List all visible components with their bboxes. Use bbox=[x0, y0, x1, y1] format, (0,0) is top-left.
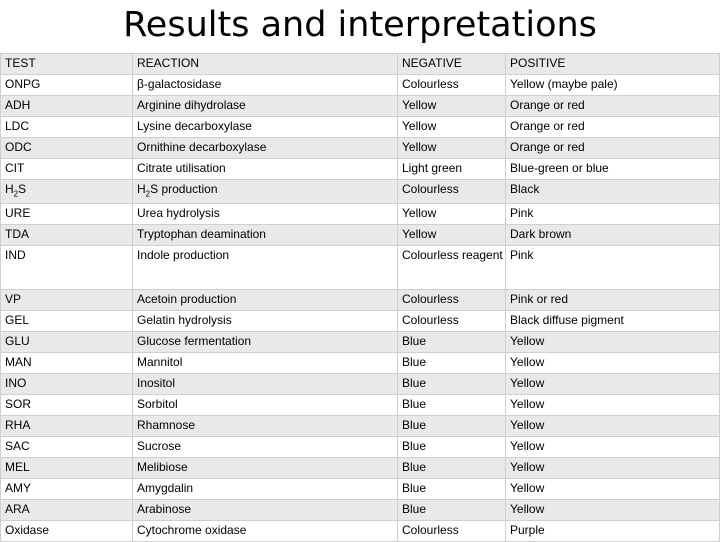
cell-negative: Yellow bbox=[398, 138, 506, 159]
cell-negative: Blue bbox=[398, 353, 506, 374]
cell-negative: Colourless bbox=[398, 521, 506, 542]
cell-reaction: Amygdalin bbox=[133, 479, 398, 500]
cell-test: Oxidase bbox=[1, 521, 133, 542]
cell-negative: Yellow bbox=[398, 96, 506, 117]
table-row bbox=[1, 138, 720, 159]
cell-positive: Purple bbox=[506, 521, 720, 542]
table-row bbox=[1, 416, 720, 437]
header-negative: NEGATIVE bbox=[398, 54, 506, 75]
cell-reaction: Acetoin production bbox=[133, 290, 398, 311]
cell-negative: Colourless bbox=[398, 290, 506, 311]
cell-test: CIT bbox=[1, 159, 133, 180]
table-row bbox=[1, 117, 720, 138]
table-row bbox=[1, 204, 720, 225]
cell-positive: Pink bbox=[506, 246, 720, 290]
table-row bbox=[1, 479, 720, 500]
cell-reaction: Sucrose bbox=[133, 437, 398, 458]
cell-negative: Yellow bbox=[398, 117, 506, 138]
cell-negative: Yellow bbox=[398, 204, 506, 225]
cell-negative: Blue bbox=[398, 416, 506, 437]
cell-reaction: Arabinose bbox=[133, 500, 398, 521]
cell-test: ONPG bbox=[1, 75, 133, 96]
table-row bbox=[1, 159, 720, 180]
cell-test: ODC bbox=[1, 138, 133, 159]
table-row bbox=[1, 437, 720, 458]
cell-negative: Yellow bbox=[398, 225, 506, 246]
cell-reaction: $H_2S$ production bbox=[133, 180, 398, 204]
cell-test: LDC bbox=[1, 117, 133, 138]
table-row bbox=[1, 290, 720, 311]
table-row bbox=[1, 75, 720, 96]
cell-positive: Black bbox=[506, 180, 720, 204]
cell-negative: Blue bbox=[398, 437, 506, 458]
cell-positive: Blue-green or blue bbox=[506, 159, 720, 180]
table-row bbox=[1, 458, 720, 479]
cell-reaction: Arginine dihydrolase bbox=[133, 96, 398, 117]
results-table bbox=[0, 53, 720, 542]
cell-reaction: Sorbitol bbox=[133, 395, 398, 416]
cell-positive: Yellow bbox=[506, 395, 720, 416]
table-row bbox=[1, 521, 720, 542]
cell-test: GLU bbox=[1, 332, 133, 353]
cell-reaction: Citrate utilisation bbox=[133, 159, 398, 180]
cell-negative: Blue bbox=[398, 395, 506, 416]
cell-positive: Pink bbox=[506, 204, 720, 225]
cell-negative: Colourless bbox=[398, 311, 506, 332]
cell-reaction: Inositol bbox=[133, 374, 398, 395]
header-row bbox=[1, 54, 720, 75]
cell-test: MAN bbox=[1, 353, 133, 374]
cell-reaction: Glucose fermentation bbox=[133, 332, 398, 353]
cell-test: ARA bbox=[1, 500, 133, 521]
cell-reaction: Tryptophan deamination bbox=[133, 225, 398, 246]
cell-positive: Pink or red bbox=[506, 290, 720, 311]
table-row bbox=[1, 500, 720, 521]
cell-positive: Yellow bbox=[506, 437, 720, 458]
cell-reaction: Ornithine decarboxylase bbox=[133, 138, 398, 159]
cell-positive: Yellow bbox=[506, 500, 720, 521]
cell-test: TDA bbox=[1, 225, 133, 246]
cell-negative: Colourless bbox=[398, 180, 506, 204]
cell-negative: Blue bbox=[398, 332, 506, 353]
cell-positive: Yellow (maybe pale) bbox=[506, 75, 720, 96]
cell-test: URE bbox=[1, 204, 133, 225]
cell-reaction: Lysine decarboxylase bbox=[133, 117, 398, 138]
cell-positive: Orange or red bbox=[506, 96, 720, 117]
cell-negative: Blue bbox=[398, 374, 506, 395]
cell-reaction: β-galactosidase bbox=[133, 75, 398, 96]
cell-test: SOR bbox=[1, 395, 133, 416]
cell-positive: Orange or red bbox=[506, 138, 720, 159]
table-row bbox=[1, 225, 720, 246]
table-row bbox=[1, 374, 720, 395]
cell-reaction: Melibiose bbox=[133, 458, 398, 479]
cell-reaction: Indole production bbox=[133, 246, 398, 290]
table-row bbox=[1, 96, 720, 117]
cell-positive: Yellow bbox=[506, 458, 720, 479]
cell-test: ADH bbox=[1, 96, 133, 117]
cell-positive: Dark brown bbox=[506, 225, 720, 246]
cell-test: INO bbox=[1, 374, 133, 395]
table-row bbox=[1, 395, 720, 416]
header-reaction: REACTION bbox=[133, 54, 398, 75]
table-row bbox=[1, 311, 720, 332]
cell-positive: Yellow bbox=[506, 416, 720, 437]
cell-reaction: Urea hydrolysis bbox=[133, 204, 398, 225]
cell-reaction: Rhamnose bbox=[133, 416, 398, 437]
cell-positive: Orange or red bbox=[506, 117, 720, 138]
cell-test: GEL bbox=[1, 311, 133, 332]
cell-reaction: Cytochrome oxidase bbox=[133, 521, 398, 542]
cell-test: SAC bbox=[1, 437, 133, 458]
cell-negative: Colourless bbox=[398, 75, 506, 96]
cell-test: AMY bbox=[1, 479, 133, 500]
cell-positive: Yellow bbox=[506, 332, 720, 353]
cell-positive: Black diffuse pigment bbox=[506, 311, 720, 332]
cell-negative: Colourless reagent bbox=[398, 246, 506, 290]
cell-reaction: Gelatin hydrolysis bbox=[133, 311, 398, 332]
cell-test: RHA bbox=[1, 416, 133, 437]
page-title: Results and interpretations bbox=[123, 5, 597, 45]
cell-reaction: Mannitol bbox=[133, 353, 398, 374]
header-positive: POSITIVE bbox=[506, 54, 720, 75]
cell-test: VP bbox=[1, 290, 133, 311]
cell-negative: Blue bbox=[398, 458, 506, 479]
table-row bbox=[1, 246, 720, 290]
table-row bbox=[1, 332, 720, 353]
cell-negative: Blue bbox=[398, 479, 506, 500]
cell-negative: Light green bbox=[398, 159, 506, 180]
cell-test: MEL bbox=[1, 458, 133, 479]
cell-positive: Yellow bbox=[506, 353, 720, 374]
cell-test: IND bbox=[1, 246, 133, 290]
cell-positive: Yellow bbox=[506, 479, 720, 500]
cell-test: $H_2S$ bbox=[1, 180, 133, 204]
table-row bbox=[1, 353, 720, 374]
cell-negative: Blue bbox=[398, 500, 506, 521]
header-test: TEST bbox=[1, 54, 133, 75]
cell-positive: Yellow bbox=[506, 374, 720, 395]
table-row bbox=[1, 180, 720, 204]
